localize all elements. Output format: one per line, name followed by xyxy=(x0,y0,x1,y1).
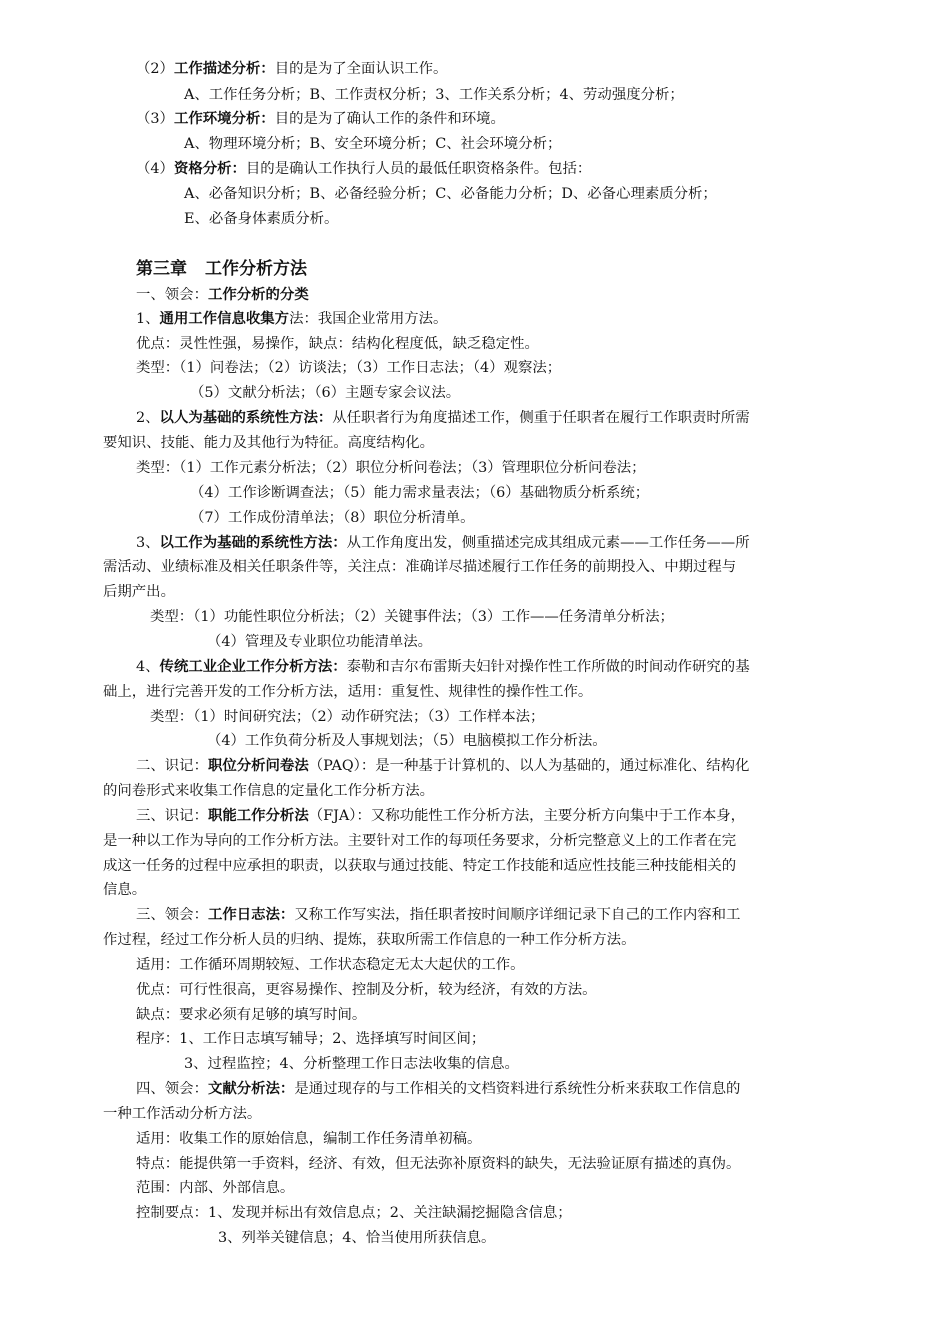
text-line: （4）管理及专业职位功能清单法。 xyxy=(207,634,433,650)
text-line: 作过程，经过工作分析人员的归纳、提炼，获取所需工作信息的一种工作分析方法。 xyxy=(103,932,636,948)
text-line: （4）资格分析：目的是确认工作执行人员的最低任职资格条件。包括： xyxy=(136,161,592,177)
text-line: 是一种以工作为导向的工作分析方法。主要针对工作的每项任务要求，分析完整意义上的工作者在完 xyxy=(103,833,737,849)
text-line: 3、列举关键信息；4、恰当使用所获信息。 xyxy=(218,1230,496,1246)
text-line: 适用：收集工作的原始信息，编制工作任务清单初稿。 xyxy=(136,1131,482,1147)
text-line: 特点：能提供第一手资料，经济、有效，但无法弥补原资料的缺失，无法验证原有描述的真伪。 xyxy=(136,1156,741,1172)
text-line: 三、领会：工作日志法：又称工作写实法，指任职者按时间顺序详细记录下自己的工作内容和工 xyxy=(136,907,741,923)
text-line: （7）工作成份清单法；（8）职位分析清单。 xyxy=(190,510,475,526)
text-line: 础上，进行完善开发的工作分析方法，适用：重复性、规律性的操作性工作。 xyxy=(103,684,593,700)
text-line: 优点：可行性很高，更容易操作、控制及分析，较为经济，有效的方法。 xyxy=(136,982,597,998)
text-line: 后期产出。 xyxy=(103,584,175,600)
text-line: 类型：（1）工作元素分析法；（2）职位分析问卷法；（3）管理职位分析问卷法； xyxy=(136,460,646,476)
text-line: A、物理环境分析；B、安全环境分析；C、社会环境分析； xyxy=(184,136,562,152)
text-line: 类型：（1）功能性职位分析法；（2）关键事件法；（3）工作——任务清单分析法； xyxy=(150,609,674,625)
text-line: A、工作任务分析；B、工作责权分析；3、工作关系分析；4、劳动强度分析； xyxy=(184,87,684,103)
text-line: 3、过程监控；4、分析整理工作日志法收集的信息。 xyxy=(184,1056,519,1072)
text-line: 四、领会：文献分析法：是通过现存的与工作相关的文档资料进行系统性分析来获取工作信息的 xyxy=(136,1081,741,1097)
text-line: 3、以工作为基础的系统性方法：从工作角度出发，侧重描述完成其组成元素——工作任务——所 xyxy=(136,535,750,551)
text-line: 优点：灵性性强，易操作，缺点：结构化程度低，缺乏稳定性。 xyxy=(136,336,539,352)
text-line: 的问卷形式来收集工作信息的定量化工作分析方法。 xyxy=(103,783,434,799)
text-line: （2）工作描述分析：目的是为了全面认识工作。 xyxy=(136,61,448,77)
text-line: 要知识、技能、能力及其他行为特征。高度结构化。 xyxy=(103,435,434,451)
text-line: 信息。 xyxy=(103,882,147,898)
text-line: 一种工作活动分析方法。 xyxy=(103,1106,262,1122)
text-line: E、必备身体素质分析。 xyxy=(184,211,339,227)
text-line: （3）工作环境分析：目的是为了确认工作的条件和环境。 xyxy=(136,111,505,127)
text-line: 一、领会：工作分析的分类 xyxy=(136,287,309,303)
text-line: 2、以人为基础的系统性方法：从任职者行为角度描述工作，侧重于任职者在履行工作职责时所需 xyxy=(136,410,750,426)
text-line: （4）工作诊断调查法；（5）能力需求量表法；（6）基础物质分析系统； xyxy=(190,485,650,501)
text-line: （4）工作负荷分析及人事规划法；（5）电脑模拟工作分析法。 xyxy=(207,733,607,749)
chapter-heading: 第三章 工作分析方法 xyxy=(136,259,307,279)
text-line: 控制要点：1、发现并标出有效信息点；2、关注缺漏挖掘隐含信息； xyxy=(136,1205,572,1221)
text-line: 类型：（1）时间研究法；（2）动作研究法；（3）工作样本法； xyxy=(150,709,545,725)
text-line: （5）文献分析法；（6）主题专家会议法。 xyxy=(190,385,461,401)
text-line: A、必备知识分析；B、必备经验分析；C、必备能力分析；D、必备心理素质分析； xyxy=(184,186,717,202)
text-line: 缺点：要求必须有足够的填写时间。 xyxy=(136,1007,367,1023)
text-line: 4、传统工业企业工作分析方法：泰勒和吉尔布雷斯夫妇针对操作性工作所做的时间动作研究的基 xyxy=(136,659,750,675)
text-line: 成这一任务的过程中应承担的职责，以获取与通过技能、特定工作技能和适应性技能三种技能相关的 xyxy=(103,858,737,874)
text-line: 范围：内部、外部信息。 xyxy=(136,1180,295,1196)
text-line: 适用：工作循环周期较短、工作状态稳定无太大起伏的工作。 xyxy=(136,957,525,973)
text-line: 类型：（1）问卷法；（2）访谈法；（3）工作日志法；（4）观察法； xyxy=(136,360,562,376)
text-line: 需活动、业绩标准及相关任职条件等，关注点：准确详尽描述履行工作任务的前期投入、中期过程与 xyxy=(103,559,737,575)
text-line: 1、通用工作信息收集方法：我国企业常用方法。 xyxy=(136,311,448,327)
text-line: 程序：1、工作日志填写辅导；2、选择填写时间区间； xyxy=(136,1031,486,1047)
text-line: 三、识记：职能工作分析法（FJA）：又称功能性工作分析方法，主要分析方向集中于工作本身， xyxy=(136,808,745,824)
text-line: 二、识记：职位分析问卷法（PAQ）：是一种基于计算机的、以人为基础的，通过标准化、结构化 xyxy=(136,758,750,774)
